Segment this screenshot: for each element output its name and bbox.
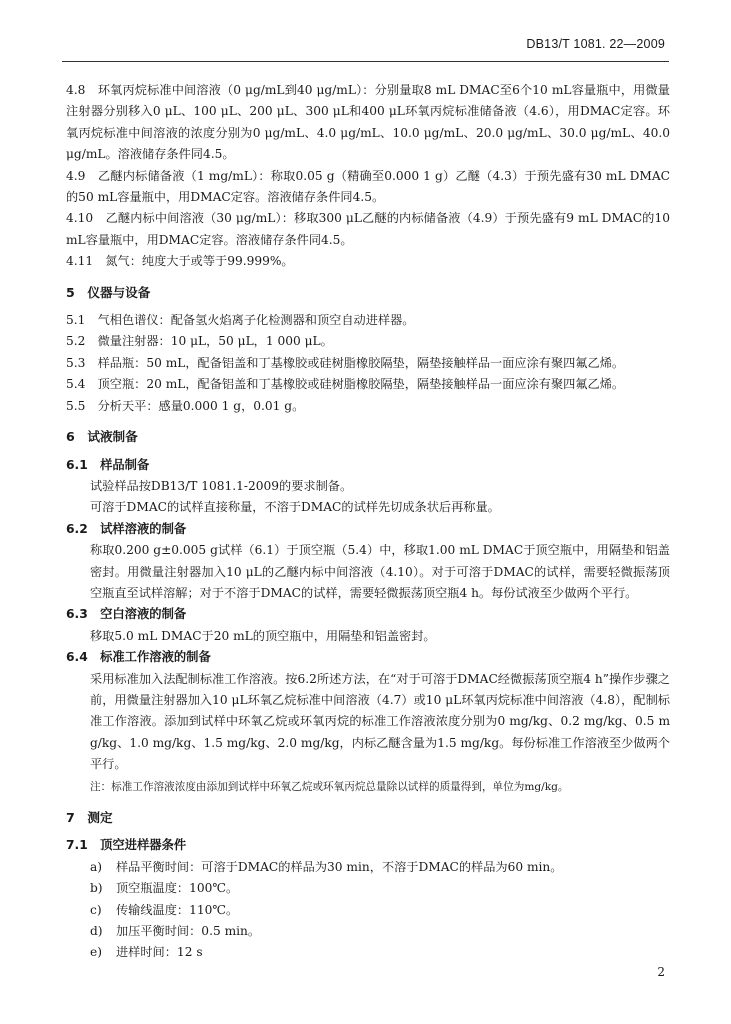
clause-7-1-heading: 7.1 顶空进样器条件 (66, 838, 187, 853)
clause-4-8: 4.8 环氧丙烷标准中间溶液（0 μg/mL到40 μg/mL）：分别量取8 mL DMAC至6个10 mL容量瓶中，用微量注射器分别移入0 μL、100 μL、200 μL、300 μL和400 μL环氧丙烷标准储备液（4.6），用DMAC定容。环氧丙烷标准中间溶液的浓度分别为0 μg/mL、4.0 μg/mL、10.0 μg/mL、20.0 μg/mL、30.0 μg/mL、40.0 μg/mL。溶液储存条件同4.5。 (66, 83, 670, 162)
list-item-text: 顶空瓶温度：100℃。 (116, 881, 239, 896)
note: 注：标准工作溶液浓度由添加到试样中环氧乙烷或环氧丙烷总量除以试样的质量得到，单位为mg/kg。 (90, 780, 569, 793)
clause-6-1-text-a: 试验样品按DB13/T 1081.1-2009的要求制备。 (90, 478, 353, 493)
clause-6-3-text: 移取5.0 mL DMAC于20 mL的顶空瓶中，用隔垫和铝盖密封。 (90, 628, 436, 643)
list-item-text: 样品平衡时间：可溶于DMAC的样品为30 min，不溶于DMAC的样品为60 min。 (116, 859, 563, 874)
list-item (66, 942, 670, 963)
list-item-label: e) (90, 945, 102, 960)
clause-6-2-text: 称取0.200 g±0.005 g试样（6.1）于顶空瓶（5.4）中，移取1.00 mL DMAC于顶空瓶中，用隔垫和铝盖密封。用微量注射器加入10 μL的乙醚内标中间溶液（4.10）。对于可溶于DMAC的试样，需要轻微振荡顶空瓶直至试样溶解；对于不溶于DMAC的试样，需要轻微振荡顶空瓶4 h。每份试液至少做两个平行。 (90, 543, 670, 600)
header-rule (62, 61, 669, 62)
page-body (66, 80, 670, 964)
clause-4-10: 4.10 乙醚内标中间溶液（30 μg/mL）：移取300 μL乙醚的内标储备液（4.9）于预先盛有9 mL DMAC的10 mL容量瓶中，用DMAC定容。溶液储存条件同4.5。 (66, 211, 670, 247)
clause-6-1-text-b: 可溶于DMAC的试样直接称量，不溶于DMAC的试样先切成条状后再称量。 (90, 500, 500, 515)
clause-5-5: 5.5 分析天平：感量0.000 1 g，0.01 g。 (66, 398, 305, 413)
clause-6-1-heading: 6.1 样品制备 (66, 457, 150, 472)
list-item-text: 传输线温度：110℃。 (116, 902, 239, 917)
clause-6-2-heading: 6.2 试样溶液的制备 (66, 521, 187, 536)
clause-6-4-heading: 6.4 标准工作溶液的制备 (66, 650, 211, 665)
list-item (66, 878, 670, 899)
clause-5-4: 5.4 顶空瓶：20 mL，配备铝盖和丁基橡胶或硅树脂橡胶隔垫，隔垫接触样品一面应涂有聚四氟乙烯。 (66, 377, 625, 392)
list-item-label: a) (90, 859, 103, 874)
list-item-text: 加压平衡时间：0.5 min。 (116, 924, 261, 939)
clause-5-1: 5.1 气相色谱仪：配备氢火焰离子化检测器和顶空自动进样器。 (66, 313, 415, 328)
clause-4-11: 4.11 氮气：纯度大于或等于99.999%。 (66, 254, 294, 269)
clause-5-3: 5.3 样品瓶：50 mL，配备铝盖和丁基橡胶或硅树脂橡胶隔垫，隔垫接触样品一面应涂有聚四氟乙烯。 (66, 355, 625, 370)
section-6-heading: 6 试液制备 (66, 429, 138, 445)
clause-4-9: 4.9 乙醚内标储备液（1 mg/mL）：称取0.05 g（精确至0.000 1 g）乙醚（4.3）于预先盛有30 mL DMAC的50 mL容量瓶中，用DMAC定容。溶液储存条件同4.5。 (66, 168, 670, 205)
list-item-label: b) (90, 881, 103, 896)
standard-code: DB13/T 1081. 22—2009 (526, 37, 665, 51)
section-7-heading: 7 测定 (66, 810, 113, 825)
clause-5-2: 5.2 微量注射器：10 μL，50 μL，1 000 μL。 (66, 334, 333, 349)
section-5-heading: 5 仪器与设备 (66, 284, 151, 300)
list-item (66, 857, 670, 878)
list-item (66, 900, 670, 921)
clause-6-3-heading: 6.3 空白溶液的制备 (66, 607, 187, 622)
page-number: 2 (657, 965, 665, 979)
clause-6-4-text: 采用标准加入法配制标准工作溶液。按6.2所述方法，在“对于可溶于DMAC经微振荡顶空瓶4 h”操作步骤之前，用微量注射器加入10 μL环氧乙烷标准中间溶液（4.7）或10 μL环氧丙烷标准中间溶液（4.8），配制标准工作溶液。添加到试样中环氧乙烷或环氧丙烷的标准工作溶液浓度分别为0 mg/kg、0.2 mg/kg、0.5 mg/kg、1.0 mg/kg、1.5 mg/kg、2.0 mg/kg，内标乙醚含量为1.5 mg/kg。每份标准工作溶液至少做两个平行。 (90, 671, 670, 772)
list-item (66, 921, 670, 942)
list-item-label: c) (90, 902, 102, 917)
list-item-label: d) (90, 924, 103, 939)
list-item-text: 进样时间：12 s (116, 945, 203, 960)
